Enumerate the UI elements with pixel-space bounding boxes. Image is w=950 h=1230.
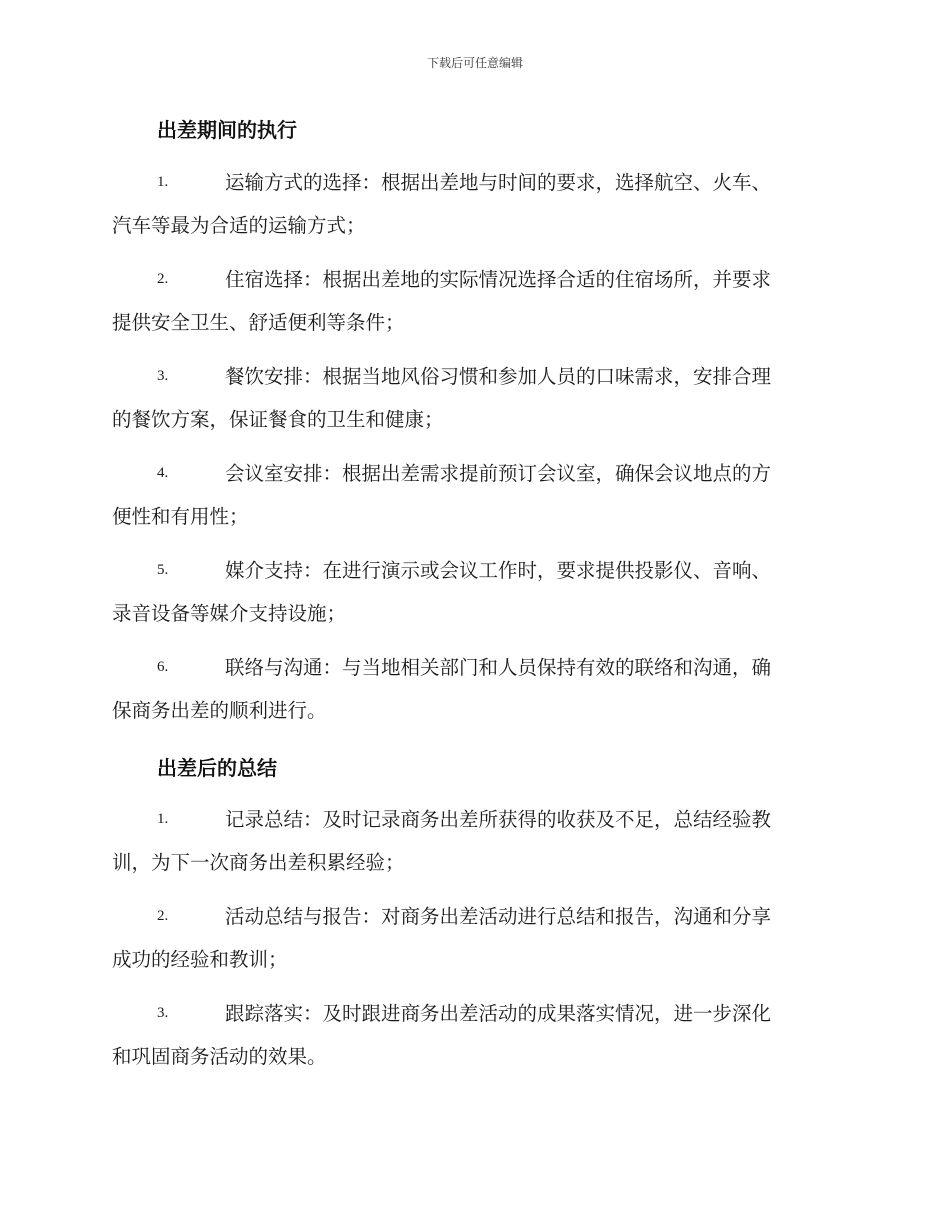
item-number: 1.: [157, 811, 169, 827]
section-heading-during-trip: 出差期间的执行: [157, 118, 297, 142]
item-text-continued: 保商务出差的顺利进行。: [112, 699, 327, 722]
item-text: 餐饮安排：根据当地风俗习惯和参加人员的口味需求，安排合理: [225, 365, 772, 388]
item-number: 3.: [157, 1005, 169, 1021]
list-item: [112, 161, 842, 247]
list-item: [112, 992, 842, 1078]
item-text-continued: 便性和有用性；: [112, 505, 249, 528]
item-text: 运输方式的选择：根据出差地与时间的要求，选择航空、火车、: [225, 171, 772, 194]
section-heading-after-trip: 出差后的总结: [157, 756, 277, 780]
list-item: [112, 895, 842, 981]
item-number: 3.: [157, 368, 169, 384]
item-text-continued: 提供安全卫生、舒适便利等条件；: [112, 311, 405, 334]
item-text: 住宿选择：根据出差地的实际情况选择合适的住宿场所，并要求: [225, 268, 772, 291]
item-number: 5.: [157, 562, 169, 578]
item-text: 活动总结与报告：对商务出差活动进行总结和报告，沟通和分享: [225, 905, 772, 928]
item-text-continued: 汽车等最为合适的运输方式；: [112, 214, 366, 237]
list-item: [112, 798, 842, 884]
list-item: [112, 258, 842, 344]
item-text: 跟踪落实：及时跟进商务出差活动的成果落实情况，进一步深化: [225, 1002, 772, 1025]
item-text: 会议室安排：根据出差需求提前预订会议室，确保会议地点的方: [225, 462, 772, 485]
list-item: [112, 355, 842, 441]
item-text: 联络与沟通：与当地相关部门和人员保持有效的联络和沟通，确: [225, 656, 772, 679]
item-text: 记录总结：及时记录商务出差所获得的收获及不足，总结经验教: [225, 808, 772, 831]
item-text-continued: 训，为下一次商务出差积累经验；: [112, 851, 405, 874]
item-text: 媒介支持：在进行演示或会议工作时，要求提供投影仪、音响、: [225, 559, 772, 582]
list-item: [112, 646, 842, 732]
item-text-continued: 成功的经验和教训；: [112, 948, 288, 971]
list-item: [112, 549, 842, 635]
item-number: 6.: [157, 659, 169, 675]
list-item: [112, 452, 842, 538]
page-header: 下载后可任意编辑: [426, 56, 523, 70]
item-number: 2.: [157, 271, 169, 287]
item-text-continued: 的餐饮方案，保证餐食的卫生和健康；: [112, 408, 444, 431]
item-text-continued: 录音设备等媒介支持设施；: [112, 602, 347, 625]
item-number: 1.: [157, 174, 169, 190]
item-text-continued: 和巩固商务活动的效果。: [112, 1045, 327, 1068]
item-number: 2.: [157, 908, 169, 924]
item-number: 4.: [157, 465, 169, 481]
